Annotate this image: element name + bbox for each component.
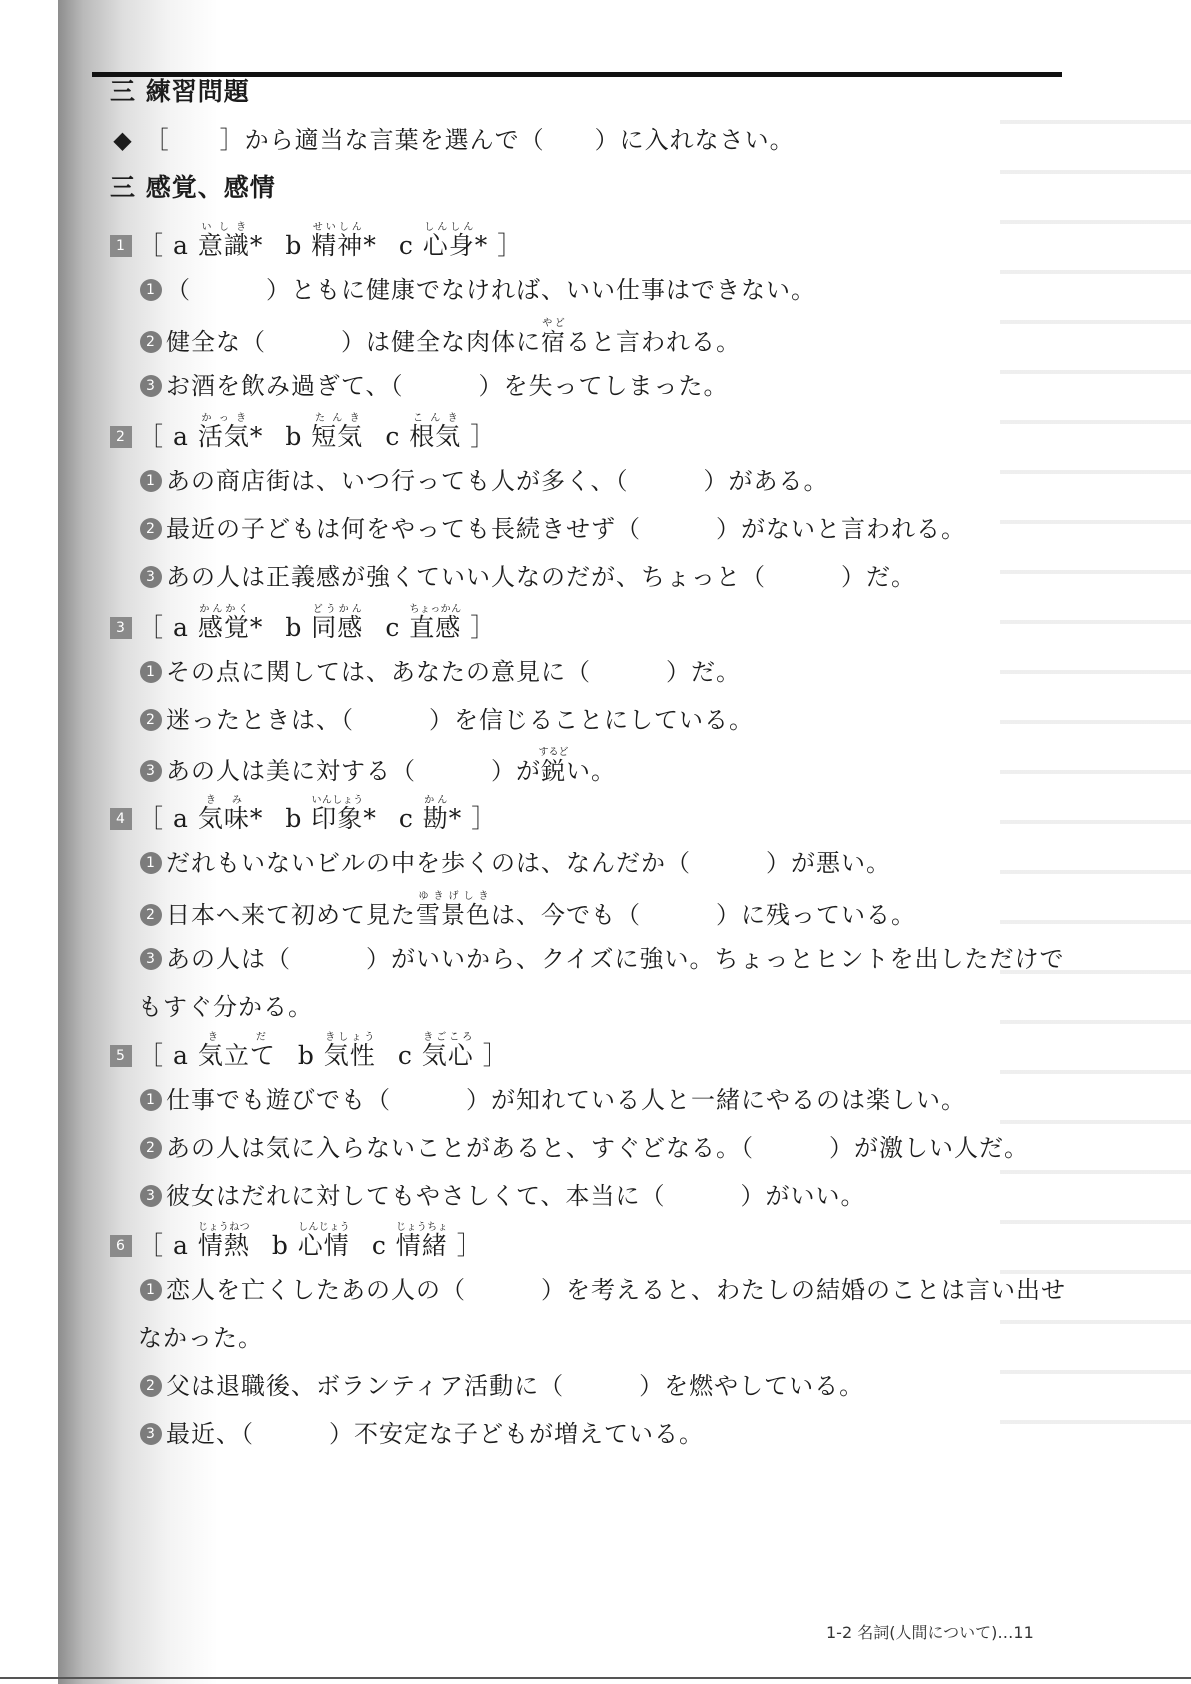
choice-word xyxy=(311,604,364,642)
choice-kanji: 感覚 xyxy=(197,613,250,642)
choice-word xyxy=(297,1222,350,1260)
choice-word xyxy=(395,1222,448,1260)
letter-gap xyxy=(189,231,198,260)
choice-word xyxy=(197,413,250,451)
set-number: 4 xyxy=(110,808,132,830)
letter-gap xyxy=(189,1231,198,1260)
set-number: 5 xyxy=(110,1045,132,1067)
question-number: 2 xyxy=(140,709,162,731)
choice-letter: b xyxy=(285,613,303,642)
open-bracket: ［ xyxy=(138,231,173,260)
choice-letter: c xyxy=(385,613,401,642)
choice-word xyxy=(197,222,250,260)
ruby-kanji: 宿 xyxy=(541,328,566,356)
choice-kanji: 情熱 xyxy=(197,1231,250,1260)
choice-mark: * xyxy=(363,804,377,833)
choice-letter: c xyxy=(398,231,414,260)
choice-kanji: 気味 xyxy=(197,804,250,833)
question-sentence xyxy=(140,318,741,358)
open-bracket: ［ xyxy=(138,1231,173,1260)
close-bracket: ］ xyxy=(447,1231,483,1260)
question-number: 3 xyxy=(140,948,162,970)
choice-kanji: 同感 xyxy=(311,613,364,642)
question-text-tail: い。 xyxy=(566,757,616,785)
choice-word xyxy=(311,413,364,451)
question-sentence xyxy=(140,843,891,883)
category-number: 三 xyxy=(110,173,137,202)
choice-reading: いしき xyxy=(197,222,250,233)
question-sentence xyxy=(140,1128,1029,1168)
choice-reading: きしょう xyxy=(323,1032,376,1043)
letter-gap xyxy=(302,422,311,451)
letter-gap xyxy=(315,1041,324,1070)
ruby-reading: するど xyxy=(538,747,569,758)
choice-letter: c xyxy=(371,1231,387,1260)
question-sentence xyxy=(140,270,816,310)
question-sentence xyxy=(140,557,916,597)
choice-letter: b xyxy=(285,422,303,451)
choice-set xyxy=(110,1222,483,1262)
ruby-kanji: 雪景色 xyxy=(416,901,491,929)
choice-reading: かっき xyxy=(197,413,250,424)
section-heading xyxy=(110,72,250,112)
choice-reading: どうかん xyxy=(311,604,364,615)
question-text: 迷ったときは、（ ）を信じることにしている。 xyxy=(166,706,754,734)
continuation-text: なかった。 xyxy=(138,1324,263,1352)
choice-kanji: 勘 xyxy=(422,804,449,833)
letter-gap xyxy=(189,1041,198,1070)
choice-reading: じょうちょ xyxy=(395,1222,448,1233)
question-number: 2 xyxy=(140,331,162,353)
choice-reading: せいしん xyxy=(311,222,364,233)
ruby-reading: ゆきげしき xyxy=(416,891,491,902)
choice-set xyxy=(110,222,523,262)
choice-kanji: 活気 xyxy=(197,422,250,451)
continuation-text: もすぐ分かる。 xyxy=(138,993,313,1021)
ruby-kanji: 鋭 xyxy=(538,757,569,785)
question-text: あの商店街は、いつ行っても人が多く、（ ）がある。 xyxy=(166,467,829,495)
question-text: 父は退職後、ボランティア活動に（ ）を燃やしている。 xyxy=(166,1372,865,1400)
instruction xyxy=(110,120,795,160)
choice-word xyxy=(409,413,462,451)
choice-letter: b xyxy=(285,804,303,833)
letter-gap xyxy=(414,804,423,833)
choice-word xyxy=(311,795,364,833)
question-sentence xyxy=(140,366,729,406)
choice-letter: b xyxy=(271,1231,289,1260)
question-text: 仕事でも遊びでも（ ）が知れている人と一緒にやるのは楽しい。 xyxy=(166,1086,966,1114)
question-text: あの人は気に入らないことがあると、すぐどなる。（ ）が激しい人だ。 xyxy=(166,1134,1029,1162)
question-text: 健全な（ ）は健全な肉体に xyxy=(166,328,541,356)
choice-mark: * xyxy=(474,231,489,260)
question-sentence xyxy=(140,939,1065,979)
choice-kanji: 根気 xyxy=(409,422,462,451)
question-sentence xyxy=(140,509,966,549)
letter-gap xyxy=(189,804,198,833)
open-bracket: ［ xyxy=(138,422,173,451)
question-text: あの人は（ ）がいいから、クイズに強い。ちょっとヒントを出しただけで xyxy=(166,945,1065,973)
letter-gap xyxy=(413,1041,422,1070)
question-number: 2 xyxy=(140,904,162,926)
question-number: 3 xyxy=(140,1423,162,1445)
choice-set xyxy=(110,1032,509,1072)
question-text: 彼女はだれに対してもやさしくて、本当に（ ）がいい。 xyxy=(166,1182,866,1210)
choice-set xyxy=(110,604,496,644)
choice-reading: かん xyxy=(422,795,449,806)
choice-letter: c xyxy=(385,422,401,451)
choice-letter: b xyxy=(285,231,303,260)
letter-gap xyxy=(302,613,311,642)
choice-reading: こんき xyxy=(409,413,462,424)
choice-word xyxy=(197,1032,276,1070)
open-bracket: ［ xyxy=(138,1041,173,1070)
question-number: 1 xyxy=(140,852,162,874)
page-footer: 1-2 名詞(人間について)…11 xyxy=(826,1623,1034,1642)
choice-mark: * xyxy=(249,804,264,833)
choice-kanji: 直感 xyxy=(409,613,462,642)
choice-reading: じょうねつ xyxy=(197,1222,250,1233)
letter-gap xyxy=(302,804,311,833)
choice-letter: a xyxy=(172,613,189,642)
choice-reading: きだ xyxy=(197,1032,276,1043)
question-text: その点に関しては、あなたの意見に（ ）だ。 xyxy=(166,658,741,686)
choice-kanji: 情緒 xyxy=(395,1231,448,1260)
scan-edge xyxy=(0,1677,1191,1679)
choice-kanji: 気立て xyxy=(197,1041,276,1070)
choice-mark: * xyxy=(249,231,264,260)
choice-reading: しんしん xyxy=(422,222,475,233)
instruction-text: ［ ］から適当な言葉を選んで（ ）に入れなさい。 xyxy=(144,126,795,154)
choice-letter: a xyxy=(172,804,189,833)
close-bracket: ］ xyxy=(488,231,524,260)
section-number: 三 xyxy=(110,77,137,106)
open-bracket: ［ xyxy=(138,613,173,642)
close-bracket: ］ xyxy=(473,1041,509,1070)
question-text: あの人は美に対する（ ）が xyxy=(166,757,541,785)
choice-mark: * xyxy=(448,804,463,833)
choice-reading: しんじょう xyxy=(297,1222,350,1233)
choice-kanji: 気心 xyxy=(421,1041,474,1070)
set-number: 3 xyxy=(110,617,132,639)
question-sentence xyxy=(140,747,616,787)
question-sentence xyxy=(140,700,754,740)
question-number: 3 xyxy=(140,375,162,397)
question-number: 1 xyxy=(140,279,162,301)
choice-word xyxy=(409,604,462,642)
question-text: 日本へ来て初めて見た xyxy=(166,901,416,929)
letter-gap xyxy=(400,613,409,642)
close-bracket: ］ xyxy=(461,422,497,451)
choice-kanji: 気性 xyxy=(323,1041,376,1070)
choice-word xyxy=(323,1032,376,1070)
choice-word xyxy=(197,795,250,833)
question-text: だれもいないビルの中を歩くのは、なんだか（ ）が悪い。 xyxy=(166,849,891,877)
question-number: 1 xyxy=(140,1089,162,1111)
choice-word xyxy=(421,1032,474,1070)
question-sentence xyxy=(140,461,829,501)
choice-mark: * xyxy=(249,422,264,451)
section-title: 練習問題 xyxy=(145,77,250,106)
choice-word xyxy=(422,222,475,260)
question-number: 2 xyxy=(140,1137,162,1159)
choice-word xyxy=(197,604,250,642)
choice-reading: いんしょう xyxy=(311,795,364,806)
question-sentence xyxy=(140,891,916,931)
letter-gap xyxy=(400,422,409,451)
choice-kanji: 意識 xyxy=(197,231,250,260)
letter-gap xyxy=(414,231,423,260)
choice-kanji: 精神 xyxy=(311,231,364,260)
question-text: （ ）ともに健康でなければ、いい仕事はできない。 xyxy=(166,276,816,304)
choice-letter: a xyxy=(172,1041,189,1070)
ruby-word xyxy=(416,891,491,929)
choice-reading: かんかく xyxy=(197,604,250,615)
category-title: 感覚、感情 xyxy=(145,173,276,202)
question-text: 最近、（ ）不安定な子どもが増えている。 xyxy=(166,1420,704,1448)
letter-gap xyxy=(189,613,198,642)
choice-reading: きごころ xyxy=(421,1032,474,1043)
question-number: 1 xyxy=(140,1279,162,1301)
choice-mark: * xyxy=(363,231,377,260)
close-bracket: ］ xyxy=(461,613,497,642)
choice-letter: a xyxy=(172,231,189,260)
question-continuation xyxy=(138,987,313,1027)
choice-word xyxy=(311,222,364,260)
question-sentence xyxy=(140,1414,704,1454)
letter-gap xyxy=(289,1231,298,1260)
question-number: 1 xyxy=(140,661,162,683)
question-text: 恋人を亡くしたあの人の（ ）を考えると、わたしの結婚のことは言い出せ xyxy=(166,1276,1066,1304)
set-number: 2 xyxy=(110,426,132,448)
question-text: お酒を飲み過ぎて、（ ）を失ってしまった。 xyxy=(166,372,729,400)
question-text: 最近の子どもは何をやっても長続きせず（ ）がないと言われる。 xyxy=(166,515,966,543)
choice-letter: c xyxy=(397,1041,413,1070)
letter-gap xyxy=(302,231,311,260)
close-bracket: ］ xyxy=(462,804,498,833)
question-sentence xyxy=(140,652,741,692)
choice-set xyxy=(110,795,497,835)
question-sentence xyxy=(140,1366,864,1406)
choice-letter: b xyxy=(297,1041,315,1070)
set-number: 6 xyxy=(110,1235,132,1257)
question-text: あの人は正義感が強くていい人なのだが、ちょっと（ ）だ。 xyxy=(166,563,916,591)
choice-word xyxy=(422,795,449,833)
choice-kanji: 印象 xyxy=(311,804,364,833)
question-sentence xyxy=(140,1270,1066,1310)
choice-letter: a xyxy=(172,422,189,451)
choice-mark: * xyxy=(249,613,264,642)
ruby-word xyxy=(538,747,569,785)
choice-letter: c xyxy=(398,804,414,833)
scan-margin xyxy=(0,0,58,1684)
question-sentence xyxy=(140,1176,866,1216)
open-bracket: ［ xyxy=(138,804,173,833)
choice-letter: a xyxy=(172,1231,189,1260)
question-text-tail: ると言われる。 xyxy=(566,328,741,356)
question-sentence xyxy=(140,1080,966,1120)
question-number: 2 xyxy=(140,1375,162,1397)
choice-kanji: 短気 xyxy=(311,422,364,451)
letter-gap xyxy=(189,422,198,451)
ruby-reading: やど xyxy=(541,318,566,329)
choice-reading: たんき xyxy=(311,413,364,424)
show-through-text xyxy=(1000,80,1191,1440)
question-number: 3 xyxy=(140,1185,162,1207)
set-number: 1 xyxy=(110,235,132,257)
choice-kanji: 心身 xyxy=(422,231,475,260)
choice-kanji: 心情 xyxy=(297,1231,350,1260)
choice-reading: きみ xyxy=(197,795,250,806)
category-heading xyxy=(110,168,276,208)
question-continuation xyxy=(138,1318,263,1358)
ruby-word xyxy=(541,318,566,356)
question-number: 2 xyxy=(140,518,162,540)
choice-word xyxy=(197,1222,250,1260)
question-text-tail: は、今でも（ ）に残っている。 xyxy=(491,901,916,929)
bullet-icon: ◆ xyxy=(113,126,133,154)
question-number: 3 xyxy=(140,760,162,782)
choice-reading: ちょっかん xyxy=(409,604,462,615)
question-number: 3 xyxy=(140,566,162,588)
question-number: 1 xyxy=(140,470,162,492)
letter-gap xyxy=(387,1231,396,1260)
choice-set xyxy=(110,413,496,453)
